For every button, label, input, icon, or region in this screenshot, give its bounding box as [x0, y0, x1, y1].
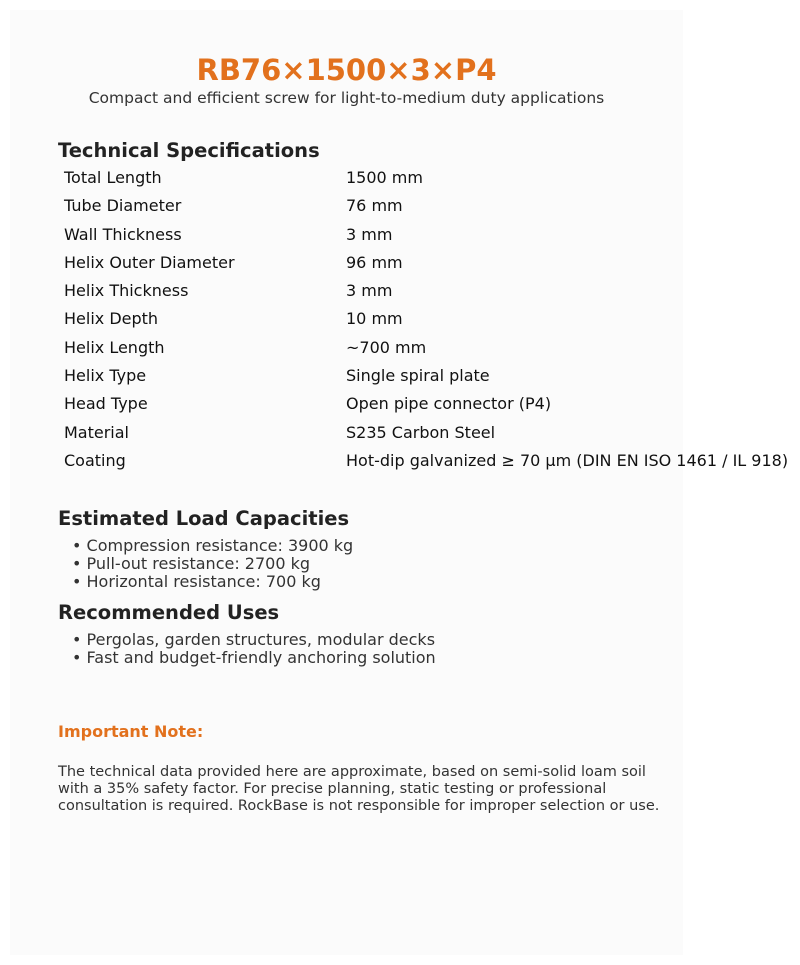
- spec-value: 1500 mm: [346, 168, 423, 187]
- list-item: • Pull-out resistance: 2700 kg: [72, 554, 311, 573]
- note-text: The technical data provided here are approximate, based on semi-solid loam soil with a 35% safety factor. For precise planning, static testing or professional consultation is required. RockBase is not responsible for improper selection or use.: [58, 764, 660, 814]
- spec-label: Coating: [64, 450, 126, 470]
- spec-row-total-length: [64, 164, 788, 192]
- spec-value: Hot-dip galvanized ≥ 70 µm (DIN EN ISO 1461 / IL 918): [346, 450, 789, 470]
- note-title: Important Note:: [58, 722, 204, 741]
- list-item: • Horizontal resistance: 700 kg: [72, 572, 321, 591]
- spec-label: Helix Thickness: [64, 281, 189, 301]
- product-title: RB76×1500×3×P4: [196, 53, 497, 87]
- spec-row-head-type: [64, 390, 788, 418]
- spec-label: Tube Diameter: [64, 196, 182, 216]
- uses-list: [72, 631, 436, 667]
- specs-heading: Technical Specifications: [58, 139, 320, 162]
- spec-label: Head Type: [64, 394, 148, 414]
- list-item: • Pergolas, garden structures, modular decks: [72, 630, 436, 649]
- spec-row-helix-thickness: [64, 277, 788, 305]
- spec-value: Single spiral plate: [346, 366, 490, 386]
- spec-value: 96 mm: [346, 252, 403, 272]
- loads-heading: Estimated Load Capacities: [58, 507, 350, 530]
- spec-value: 3 mm: [346, 281, 393, 301]
- list-item: • Fast and budget-friendly anchoring solution: [72, 648, 436, 667]
- spec-label: Material: [64, 422, 129, 442]
- spec-value: 10 mm: [346, 309, 403, 329]
- uses-heading: Recommended Uses: [58, 601, 280, 624]
- spec-value: 3 mm: [346, 224, 393, 244]
- spec-row-helix-depth: [64, 305, 788, 333]
- spec-row-helix-type: [64, 362, 788, 390]
- list-item: • Compression resistance: 3900 kg: [72, 536, 354, 555]
- spec-value: 76 mm: [346, 196, 403, 216]
- spec-label: Helix Outer Diameter: [64, 252, 235, 272]
- product-subtitle: Compact and efficient screw for light-to-medium duty applications: [88, 89, 605, 107]
- spec-row-tube-diameter: [64, 192, 788, 220]
- specs-table: [64, 164, 788, 475]
- spec-value: S235 Carbon Steel: [346, 422, 496, 442]
- spec-label: Wall Thickness: [64, 224, 182, 244]
- spec-label: Total Length: [64, 168, 162, 187]
- spec-label: Helix Length: [64, 337, 165, 357]
- spec-row-helix-outer-diameter: [64, 249, 788, 277]
- spec-row-helix-length: [64, 334, 788, 362]
- spec-row-material: [64, 419, 788, 447]
- spec-value: Open pipe connector (P4): [346, 394, 552, 414]
- spec-label: Helix Type: [64, 366, 147, 386]
- spec-value: ~700 mm: [346, 337, 427, 357]
- spec-row-wall-thickness: [64, 221, 788, 249]
- loads-list: [72, 537, 353, 591]
- spec-label: Helix Depth: [64, 309, 159, 329]
- spec-row-coating: [64, 447, 788, 475]
